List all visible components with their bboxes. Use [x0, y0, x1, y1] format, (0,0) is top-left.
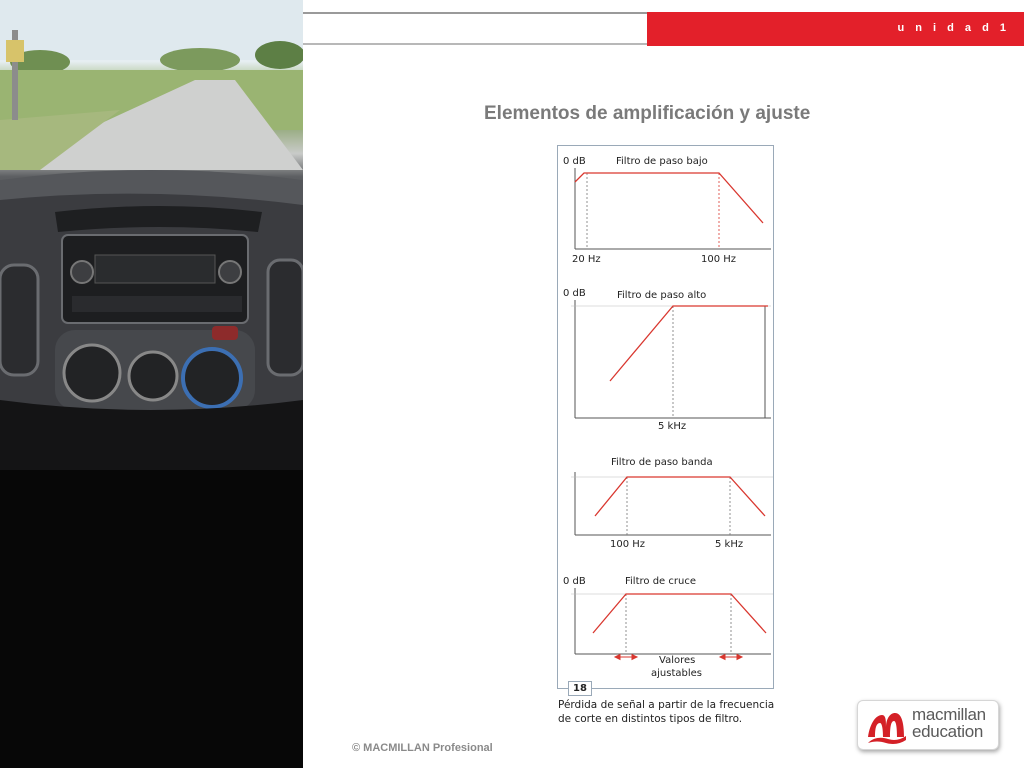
panel-crossover — [563, 576, 773, 679]
unit-label: u n i d a d 1 — [897, 22, 1010, 34]
panel3-x-label-2: 5 kHz — [715, 539, 744, 550]
panel1-level-label: 0 dB — [563, 156, 586, 167]
macmillan-logo-icon — [864, 707, 908, 745]
panel3-x-label-1: 100 Hz — [610, 539, 646, 550]
panel2-level-label: 0 dB — [563, 288, 586, 299]
panel-band-pass — [571, 457, 773, 550]
figure-caption: Pérdida de señal a partir de la frecuencia de corte en distintos tipos de filtro. — [558, 699, 775, 725]
logo-line1: macmillan — [912, 705, 986, 724]
panel3-title: Filtro de paso banda — [611, 457, 713, 468]
figure-number: 18 — [568, 681, 592, 696]
panel1-x-label-1: 20 Hz — [572, 254, 601, 265]
filter-response-figure — [557, 145, 774, 689]
panel-high-pass — [563, 288, 771, 432]
macmillan-education-logo — [857, 700, 999, 750]
panel1-x-label-2: 100 Hz — [701, 254, 737, 265]
panel2-x-label-1: 5 kHz — [658, 421, 687, 432]
panel4-note-line1: Valores — [659, 655, 696, 666]
panel-low-pass — [563, 156, 771, 265]
header-white-bar — [303, 14, 647, 45]
slide-title: Elementos de amplificación y ajuste — [484, 103, 811, 124]
car-dashboard-photo — [0, 0, 303, 768]
panel4-level-label: 0 dB — [563, 576, 586, 587]
panel2-title: Filtro de paso alto — [617, 290, 707, 301]
logo-line2: education — [912, 722, 984, 741]
header-unit-bar — [647, 12, 1024, 46]
panel4-title: Filtro de cruce — [625, 576, 696, 587]
panel4-note-line2: ajustables — [651, 668, 702, 679]
copyright-notice: © MACMILLAN Profesional — [352, 742, 493, 754]
panel1-title: Filtro de paso bajo — [616, 156, 708, 167]
